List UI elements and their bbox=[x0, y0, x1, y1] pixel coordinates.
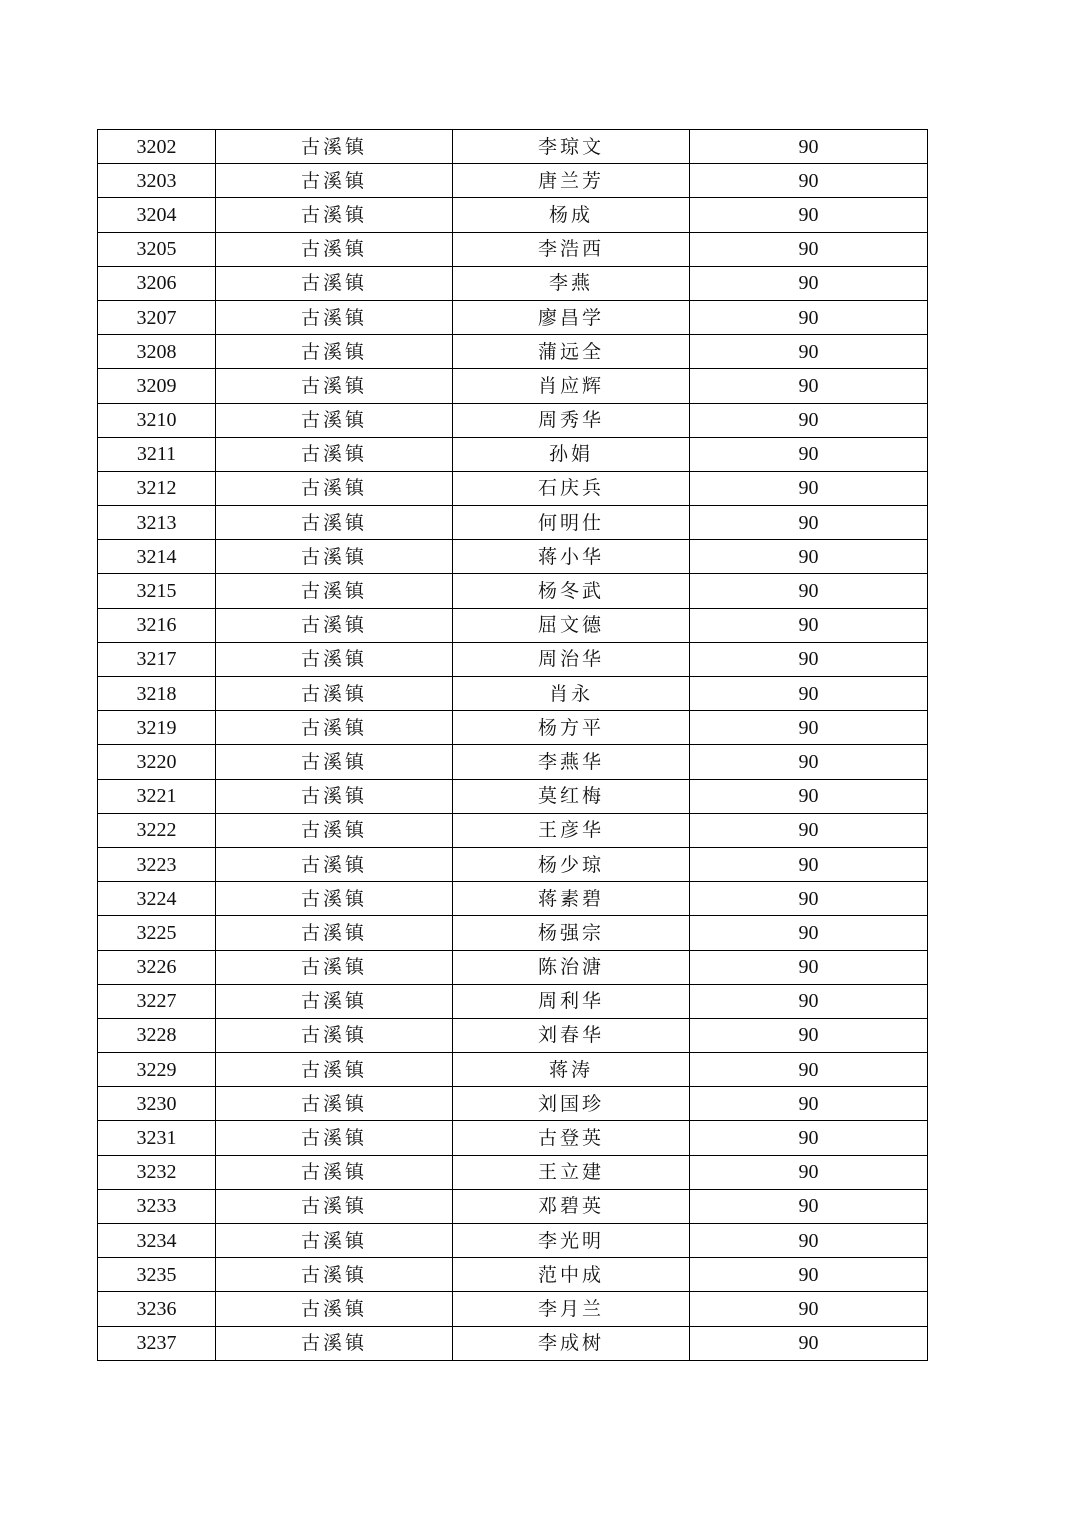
row-number-cell: 3204 bbox=[98, 198, 216, 232]
table-row bbox=[98, 232, 928, 266]
town-cell: 古溪镇 bbox=[216, 232, 453, 266]
row-number-cell: 3202 bbox=[98, 130, 216, 164]
score-cell: 90 bbox=[690, 164, 928, 198]
town-cell: 古溪镇 bbox=[216, 1189, 453, 1223]
score-cell: 90 bbox=[690, 1121, 928, 1155]
table-row bbox=[98, 950, 928, 984]
town-cell: 古溪镇 bbox=[216, 882, 453, 916]
score-cell: 90 bbox=[690, 642, 928, 676]
person-name-cell: 孙娟 bbox=[453, 437, 690, 471]
row-number-cell: 3216 bbox=[98, 608, 216, 642]
town-cell: 古溪镇 bbox=[216, 1258, 453, 1292]
person-name-cell: 杨冬武 bbox=[453, 574, 690, 608]
table-row bbox=[98, 1155, 928, 1189]
table-row bbox=[98, 882, 928, 916]
town-cell: 古溪镇 bbox=[216, 1053, 453, 1087]
row-number-cell: 3237 bbox=[98, 1326, 216, 1360]
table-row bbox=[98, 540, 928, 574]
table-row bbox=[98, 574, 928, 608]
town-cell: 古溪镇 bbox=[216, 677, 453, 711]
score-cell: 90 bbox=[690, 232, 928, 266]
town-cell: 古溪镇 bbox=[216, 1155, 453, 1189]
table-row bbox=[98, 916, 928, 950]
table-row bbox=[98, 1258, 928, 1292]
score-cell: 90 bbox=[690, 984, 928, 1018]
table-row bbox=[98, 506, 928, 540]
town-cell: 古溪镇 bbox=[216, 198, 453, 232]
person-name-cell: 周利华 bbox=[453, 984, 690, 1018]
person-name-cell: 李燕华 bbox=[453, 745, 690, 779]
person-name-cell: 李光明 bbox=[453, 1224, 690, 1258]
table-row bbox=[98, 1292, 928, 1326]
town-cell: 古溪镇 bbox=[216, 164, 453, 198]
town-cell: 古溪镇 bbox=[216, 130, 453, 164]
town-cell: 古溪镇 bbox=[216, 779, 453, 813]
person-name-cell: 唐兰芳 bbox=[453, 164, 690, 198]
score-cell: 90 bbox=[690, 540, 928, 574]
row-number-cell: 3206 bbox=[98, 266, 216, 300]
person-name-cell: 古登英 bbox=[453, 1121, 690, 1155]
row-number-cell: 3235 bbox=[98, 1258, 216, 1292]
score-cell: 90 bbox=[690, 266, 928, 300]
town-cell: 古溪镇 bbox=[216, 403, 453, 437]
row-number-cell: 3203 bbox=[98, 164, 216, 198]
row-number-cell: 3208 bbox=[98, 335, 216, 369]
person-name-cell: 蒲远全 bbox=[453, 335, 690, 369]
town-cell: 古溪镇 bbox=[216, 437, 453, 471]
row-number-cell: 3207 bbox=[98, 300, 216, 334]
table-row bbox=[98, 847, 928, 881]
score-cell: 90 bbox=[690, 300, 928, 334]
town-cell: 古溪镇 bbox=[216, 847, 453, 881]
row-number-cell: 3211 bbox=[98, 437, 216, 471]
town-cell: 古溪镇 bbox=[216, 471, 453, 505]
score-cell: 90 bbox=[690, 1053, 928, 1087]
score-cell: 90 bbox=[690, 677, 928, 711]
person-name-cell: 蒋涛 bbox=[453, 1053, 690, 1087]
person-name-cell: 莫红梅 bbox=[453, 779, 690, 813]
town-cell: 古溪镇 bbox=[216, 540, 453, 574]
town-cell: 古溪镇 bbox=[216, 369, 453, 403]
row-number-cell: 3215 bbox=[98, 574, 216, 608]
row-number-cell: 3228 bbox=[98, 1018, 216, 1052]
person-name-cell: 石庆兵 bbox=[453, 471, 690, 505]
person-name-cell: 廖昌学 bbox=[453, 300, 690, 334]
person-name-cell: 王彦华 bbox=[453, 813, 690, 847]
town-cell: 古溪镇 bbox=[216, 916, 453, 950]
person-name-cell: 杨方平 bbox=[453, 711, 690, 745]
score-cell: 90 bbox=[690, 608, 928, 642]
person-name-cell: 刘国珍 bbox=[453, 1087, 690, 1121]
town-cell: 古溪镇 bbox=[216, 984, 453, 1018]
town-cell: 古溪镇 bbox=[216, 335, 453, 369]
score-cell: 90 bbox=[690, 1189, 928, 1223]
row-number-cell: 3227 bbox=[98, 984, 216, 1018]
table-row bbox=[98, 300, 928, 334]
person-name-cell: 杨强宗 bbox=[453, 916, 690, 950]
person-name-cell: 周秀华 bbox=[453, 403, 690, 437]
score-cell: 90 bbox=[690, 950, 928, 984]
score-cell: 90 bbox=[690, 335, 928, 369]
person-name-cell: 李月兰 bbox=[453, 1292, 690, 1326]
town-cell: 古溪镇 bbox=[216, 813, 453, 847]
table-row bbox=[98, 471, 928, 505]
score-cell: 90 bbox=[690, 1224, 928, 1258]
table-row bbox=[98, 130, 928, 164]
town-cell: 古溪镇 bbox=[216, 1018, 453, 1052]
table-row bbox=[98, 1121, 928, 1155]
table-row bbox=[98, 335, 928, 369]
table-row bbox=[98, 1224, 928, 1258]
town-cell: 古溪镇 bbox=[216, 574, 453, 608]
person-name-cell: 李浩西 bbox=[453, 232, 690, 266]
table-row bbox=[98, 677, 928, 711]
score-cell: 90 bbox=[690, 745, 928, 779]
table-row bbox=[98, 1326, 928, 1360]
score-cell: 90 bbox=[690, 437, 928, 471]
table-row bbox=[98, 266, 928, 300]
score-cell: 90 bbox=[690, 813, 928, 847]
person-name-cell: 屈文德 bbox=[453, 608, 690, 642]
score-cell: 90 bbox=[690, 1258, 928, 1292]
score-cell: 90 bbox=[690, 916, 928, 950]
score-cell: 90 bbox=[690, 1087, 928, 1121]
table-row bbox=[98, 984, 928, 1018]
table-row bbox=[98, 403, 928, 437]
table-row bbox=[98, 1018, 928, 1052]
table-row bbox=[98, 1087, 928, 1121]
town-cell: 古溪镇 bbox=[216, 300, 453, 334]
row-number-cell: 3229 bbox=[98, 1053, 216, 1087]
person-name-cell: 邓碧英 bbox=[453, 1189, 690, 1223]
town-cell: 古溪镇 bbox=[216, 1087, 453, 1121]
row-number-cell: 3223 bbox=[98, 847, 216, 881]
score-cell: 90 bbox=[690, 882, 928, 916]
row-number-cell: 3222 bbox=[98, 813, 216, 847]
score-cell: 90 bbox=[690, 130, 928, 164]
person-name-cell: 肖应辉 bbox=[453, 369, 690, 403]
town-cell: 古溪镇 bbox=[216, 711, 453, 745]
score-cell: 90 bbox=[690, 403, 928, 437]
score-cell: 90 bbox=[690, 711, 928, 745]
score-cell: 90 bbox=[690, 1292, 928, 1326]
row-number-cell: 3234 bbox=[98, 1224, 216, 1258]
row-number-cell: 3221 bbox=[98, 779, 216, 813]
row-number-cell: 3212 bbox=[98, 471, 216, 505]
score-cell: 90 bbox=[690, 1155, 928, 1189]
person-name-cell: 刘春华 bbox=[453, 1018, 690, 1052]
table-row bbox=[98, 369, 928, 403]
table-row bbox=[98, 813, 928, 847]
person-name-cell: 杨成 bbox=[453, 198, 690, 232]
person-name-cell: 蒋素碧 bbox=[453, 882, 690, 916]
table-row bbox=[98, 1053, 928, 1087]
row-number-cell: 3233 bbox=[98, 1189, 216, 1223]
person-name-cell: 杨少琼 bbox=[453, 847, 690, 881]
town-cell: 古溪镇 bbox=[216, 266, 453, 300]
table-row bbox=[98, 164, 928, 198]
person-name-cell: 何明仕 bbox=[453, 506, 690, 540]
row-number-cell: 3226 bbox=[98, 950, 216, 984]
town-cell: 古溪镇 bbox=[216, 1121, 453, 1155]
town-cell: 古溪镇 bbox=[216, 608, 453, 642]
row-number-cell: 3213 bbox=[98, 506, 216, 540]
person-name-cell: 肖永 bbox=[453, 677, 690, 711]
person-name-cell: 王立建 bbox=[453, 1155, 690, 1189]
score-cell: 90 bbox=[690, 506, 928, 540]
row-number-cell: 3219 bbox=[98, 711, 216, 745]
table-row bbox=[98, 642, 928, 676]
person-name-cell: 蒋小华 bbox=[453, 540, 690, 574]
score-cell: 90 bbox=[690, 779, 928, 813]
row-number-cell: 3217 bbox=[98, 642, 216, 676]
score-cell: 90 bbox=[690, 847, 928, 881]
row-number-cell: 3205 bbox=[98, 232, 216, 266]
town-cell: 古溪镇 bbox=[216, 1292, 453, 1326]
score-cell: 90 bbox=[690, 1018, 928, 1052]
town-cell: 古溪镇 bbox=[216, 1224, 453, 1258]
row-number-cell: 3224 bbox=[98, 882, 216, 916]
town-cell: 古溪镇 bbox=[216, 506, 453, 540]
row-number-cell: 3225 bbox=[98, 916, 216, 950]
row-number-cell: 3231 bbox=[98, 1121, 216, 1155]
row-number-cell: 3220 bbox=[98, 745, 216, 779]
person-name-cell: 陈治溏 bbox=[453, 950, 690, 984]
table-row bbox=[98, 1189, 928, 1223]
town-cell: 古溪镇 bbox=[216, 642, 453, 676]
row-number-cell: 3214 bbox=[98, 540, 216, 574]
person-name-cell: 周治华 bbox=[453, 642, 690, 676]
score-cell: 90 bbox=[690, 369, 928, 403]
row-number-cell: 3232 bbox=[98, 1155, 216, 1189]
row-number-cell: 3218 bbox=[98, 677, 216, 711]
score-cell: 90 bbox=[690, 198, 928, 232]
data-table bbox=[97, 129, 928, 1361]
row-number-cell: 3210 bbox=[98, 403, 216, 437]
row-number-cell: 3236 bbox=[98, 1292, 216, 1326]
table-row bbox=[98, 198, 928, 232]
table-row bbox=[98, 437, 928, 471]
table-row bbox=[98, 745, 928, 779]
table-row bbox=[98, 711, 928, 745]
person-name-cell: 李成树 bbox=[453, 1326, 690, 1360]
score-cell: 90 bbox=[690, 1326, 928, 1360]
row-number-cell: 3230 bbox=[98, 1087, 216, 1121]
row-number-cell: 3209 bbox=[98, 369, 216, 403]
town-cell: 古溪镇 bbox=[216, 1326, 453, 1360]
table-body bbox=[98, 130, 928, 1361]
town-cell: 古溪镇 bbox=[216, 745, 453, 779]
person-name-cell: 李燕 bbox=[453, 266, 690, 300]
person-name-cell: 李琼文 bbox=[453, 130, 690, 164]
score-cell: 90 bbox=[690, 471, 928, 505]
score-cell: 90 bbox=[690, 574, 928, 608]
town-cell: 古溪镇 bbox=[216, 950, 453, 984]
table-row bbox=[98, 779, 928, 813]
table-row bbox=[98, 608, 928, 642]
person-name-cell: 范中成 bbox=[453, 1258, 690, 1292]
